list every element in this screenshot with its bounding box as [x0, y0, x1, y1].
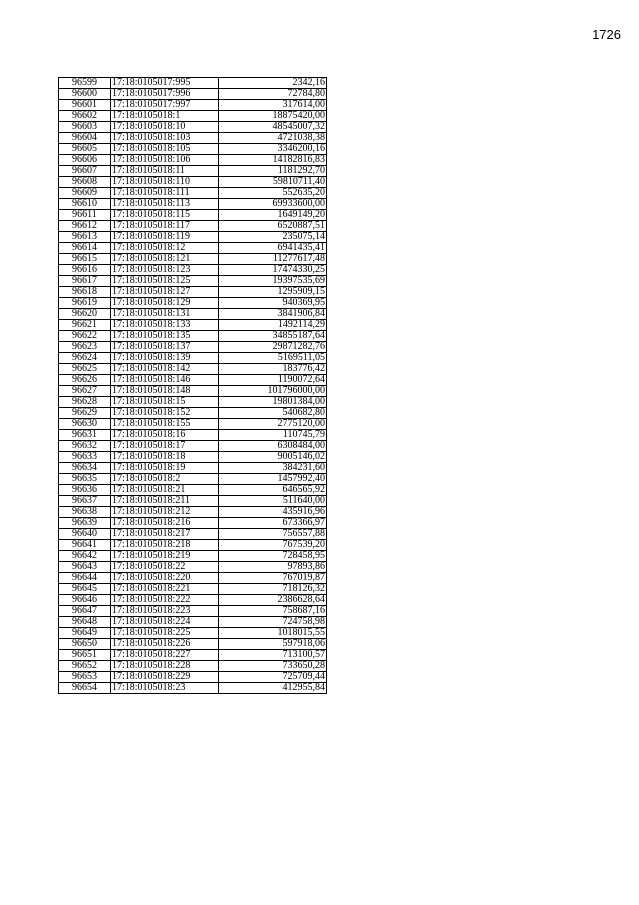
cadastral-number-cell: 17:18:0105018:225	[111, 628, 219, 639]
cadastral-number-cell: 17:18:0105018:227	[111, 650, 219, 661]
cadastral-number-cell: 17:18:0105018:2	[111, 474, 219, 485]
row-number-cell: 96647	[59, 606, 111, 617]
row-number-cell: 96638	[59, 507, 111, 518]
row-number-cell: 96628	[59, 397, 111, 408]
table-row	[59, 111, 327, 122]
row-number-cell: 96640	[59, 529, 111, 540]
row-number-cell: 96612	[59, 221, 111, 232]
cadastral-number-cell: 17:18:0105018:113	[111, 199, 219, 210]
row-number-cell: 96632	[59, 441, 111, 452]
cadastral-value-cell: 6308484,00	[219, 441, 327, 452]
cadastral-number-cell: 17:18:0105018:217	[111, 529, 219, 540]
row-number-cell: 96629	[59, 408, 111, 419]
cadastral-value-cell: 435916,96	[219, 507, 327, 518]
row-number-cell: 96613	[59, 232, 111, 243]
cadastral-value-cell: 384231,60	[219, 463, 327, 474]
cadastral-number-cell: 17:18:0105018:135	[111, 331, 219, 342]
row-number-cell: 96607	[59, 166, 111, 177]
table-row	[59, 463, 327, 474]
table-row	[59, 672, 327, 683]
row-number-cell: 96621	[59, 320, 111, 331]
row-number-cell: 96636	[59, 485, 111, 496]
cadastral-value-cell: 110745,79	[219, 430, 327, 441]
cadastral-value-cell: 758687,16	[219, 606, 327, 617]
cadastral-value-cell: 3841906,84	[219, 309, 327, 320]
row-number-cell: 96653	[59, 672, 111, 683]
cadastral-value-cell: 733650,28	[219, 661, 327, 672]
cadastral-value-cell: 728458,95	[219, 551, 327, 562]
cadastral-number-cell: 17:18:0105017:997	[111, 100, 219, 111]
row-number-cell: 96615	[59, 254, 111, 265]
cadastral-value-cell: 101796000,00	[219, 386, 327, 397]
row-number-cell: 96645	[59, 584, 111, 595]
row-number-cell: 96652	[59, 661, 111, 672]
cadastral-value-cell: 1492114,29	[219, 320, 327, 331]
cadastral-number-cell: 17:18:0105018:224	[111, 617, 219, 628]
table-row	[59, 243, 327, 254]
table-row	[59, 683, 327, 694]
cadastral-value-cell: 6941435,41	[219, 243, 327, 254]
cadastral-value-cell: 2342,16	[219, 78, 327, 89]
table-row	[59, 188, 327, 199]
table-row	[59, 177, 327, 188]
table-row	[59, 397, 327, 408]
table-row	[59, 353, 327, 364]
cadastral-number-cell: 17:18:0105018:228	[111, 661, 219, 672]
cadastral-number-cell: 17:18:0105018:222	[111, 595, 219, 606]
table-row	[59, 265, 327, 276]
row-number-cell: 96611	[59, 210, 111, 221]
cadastral-number-cell: 17:18:0105018:1	[111, 111, 219, 122]
row-number-cell: 96606	[59, 155, 111, 166]
cadastral-number-cell: 17:18:0105018:223	[111, 606, 219, 617]
cadastral-number-cell: 17:18:0105018:220	[111, 573, 219, 584]
table-row	[59, 254, 327, 265]
row-number-cell: 96618	[59, 287, 111, 298]
table-row	[59, 639, 327, 650]
row-number-cell: 96627	[59, 386, 111, 397]
table-row	[59, 540, 327, 551]
cadastral-value-cell: 69933600,00	[219, 199, 327, 210]
table-row	[59, 276, 327, 287]
cadastral-value-cell: 5169511,05	[219, 353, 327, 364]
cadastral-number-cell: 17:18:0105018:137	[111, 342, 219, 353]
cadastral-value-cell: 412955,84	[219, 683, 327, 694]
cadastral-number-cell: 17:18:0105018:212	[111, 507, 219, 518]
cadastral-value-cell: 4721038,38	[219, 133, 327, 144]
cadastral-value-cell: 724758,98	[219, 617, 327, 628]
cadastral-number-cell: 17:18:0105018:18	[111, 452, 219, 463]
cadastral-value-cell: 59810711,40	[219, 177, 327, 188]
cadastral-number-cell: 17:18:0105018:21	[111, 485, 219, 496]
row-number-cell: 96622	[59, 331, 111, 342]
cadastral-number-cell: 17:18:0105018:19	[111, 463, 219, 474]
cadastral-value-cell: 14182816,83	[219, 155, 327, 166]
row-number-cell: 96600	[59, 89, 111, 100]
table-row	[59, 628, 327, 639]
cadastral-number-cell: 17:18:0105018:211	[111, 496, 219, 507]
row-number-cell: 96602	[59, 111, 111, 122]
table-row	[59, 331, 327, 342]
row-number-cell: 96642	[59, 551, 111, 562]
table-row	[59, 375, 327, 386]
cadastral-number-cell: 17:18:0105018:216	[111, 518, 219, 529]
cadastral-value-cell: 540682,80	[219, 408, 327, 419]
cadastral-value-cell: 29871282,76	[219, 342, 327, 353]
table-row	[59, 122, 327, 133]
cadastral-value-cell: 18875420,00	[219, 111, 327, 122]
cadastral-value-cell: 713100,57	[219, 650, 327, 661]
table-row	[59, 210, 327, 221]
table-row	[59, 430, 327, 441]
row-number-cell: 96635	[59, 474, 111, 485]
cadastral-number-cell: 17:18:0105018:129	[111, 298, 219, 309]
row-number-cell: 96609	[59, 188, 111, 199]
table-row	[59, 232, 327, 243]
cadastral-number-cell: 17:18:0105018:131	[111, 309, 219, 320]
table-row	[59, 441, 327, 452]
cadastral-number-cell: 17:18:0105018:110	[111, 177, 219, 188]
row-number-cell: 96649	[59, 628, 111, 639]
row-number-cell: 96646	[59, 595, 111, 606]
cadastral-number-cell: 17:18:0105018:11	[111, 166, 219, 177]
row-number-cell: 96616	[59, 265, 111, 276]
table-row	[59, 573, 327, 584]
table-row	[59, 606, 327, 617]
cadastral-number-cell: 17:18:0105018:23	[111, 683, 219, 694]
table-row	[59, 155, 327, 166]
row-number-cell: 96605	[59, 144, 111, 155]
row-number-cell: 96630	[59, 419, 111, 430]
table-row	[59, 650, 327, 661]
cadastral-number-cell: 17:18:0105018:17	[111, 441, 219, 452]
cadastral-value-cell: 6520887,51	[219, 221, 327, 232]
cadastral-number-cell: 17:18:0105018:117	[111, 221, 219, 232]
cadastral-value-cell: 552635,20	[219, 188, 327, 199]
table-row	[59, 221, 327, 232]
table-row	[59, 342, 327, 353]
table-row	[59, 584, 327, 595]
row-number-cell: 96641	[59, 540, 111, 551]
cadastral-number-cell: 17:18:0105017:996	[111, 89, 219, 100]
cadastral-value-cell: 235075,14	[219, 232, 327, 243]
cadastral-value-cell: 72784,80	[219, 89, 327, 100]
cadastral-value-cell: 767539,20	[219, 540, 327, 551]
cadastral-number-cell: 17:18:0105018:123	[111, 265, 219, 276]
cadastral-value-cell: 97893,86	[219, 562, 327, 573]
cadastral-number-cell: 17:18:0105018:226	[111, 639, 219, 650]
cadastral-number-cell: 17:18:0105018:133	[111, 320, 219, 331]
cadastral-value-table	[58, 77, 327, 694]
table-row	[59, 408, 327, 419]
table-row	[59, 133, 327, 144]
cadastral-value-cell: 1457992,40	[219, 474, 327, 485]
table-row	[59, 485, 327, 496]
cadastral-number-cell: 17:18:0105018:125	[111, 276, 219, 287]
table-body	[59, 78, 327, 694]
cadastral-number-cell: 17:18:0105018:111	[111, 188, 219, 199]
row-number-cell: 96648	[59, 617, 111, 628]
row-number-cell: 96601	[59, 100, 111, 111]
row-number-cell: 96637	[59, 496, 111, 507]
table-row	[59, 386, 327, 397]
cadastral-number-cell: 17:18:0105017:995	[111, 78, 219, 89]
table-row	[59, 518, 327, 529]
row-number-cell: 96619	[59, 298, 111, 309]
cadastral-number-cell: 17:18:0105018:229	[111, 672, 219, 683]
cadastral-value-cell: 9005146,02	[219, 452, 327, 463]
row-number-cell: 96608	[59, 177, 111, 188]
row-number-cell: 96603	[59, 122, 111, 133]
cadastral-number-cell: 17:18:0105018:115	[111, 210, 219, 221]
cadastral-value-cell: 511640,00	[219, 496, 327, 507]
cadastral-number-cell: 17:18:0105018:152	[111, 408, 219, 419]
table-row	[59, 298, 327, 309]
table-row	[59, 309, 327, 320]
cadastral-value-cell: 718126,32	[219, 584, 327, 595]
table-row	[59, 529, 327, 540]
cadastral-number-cell: 17:18:0105018:12	[111, 243, 219, 254]
cadastral-value-cell: 183776,42	[219, 364, 327, 375]
cadastral-number-cell: 17:18:0105018:106	[111, 155, 219, 166]
cadastral-number-cell: 17:18:0105018:16	[111, 430, 219, 441]
table-row	[59, 166, 327, 177]
table-row	[59, 661, 327, 672]
cadastral-number-cell: 17:18:0105018:103	[111, 133, 219, 144]
row-number-cell: 96604	[59, 133, 111, 144]
row-number-cell: 96599	[59, 78, 111, 89]
table-row	[59, 507, 327, 518]
cadastral-number-cell: 17:18:0105018:15	[111, 397, 219, 408]
cadastral-value-cell: 11277617,48	[219, 254, 327, 265]
cadastral-value-cell: 3346200,16	[219, 144, 327, 155]
table-row	[59, 287, 327, 298]
table-row	[59, 562, 327, 573]
cadastral-number-cell: 17:18:0105018:105	[111, 144, 219, 155]
row-number-cell: 96617	[59, 276, 111, 287]
cadastral-value-cell: 2775120,00	[219, 419, 327, 430]
table-row	[59, 364, 327, 375]
cadastral-number-cell: 17:18:0105018:221	[111, 584, 219, 595]
cadastral-number-cell: 17:18:0105018:155	[111, 419, 219, 430]
page-number: 1726	[592, 27, 621, 42]
cadastral-value-cell: 1181292,70	[219, 166, 327, 177]
cadastral-number-cell: 17:18:0105018:219	[111, 551, 219, 562]
cadastral-value-cell: 725709,44	[219, 672, 327, 683]
table-row	[59, 199, 327, 210]
cadastral-value-cell: 597918,06	[219, 639, 327, 650]
cadastral-value-cell: 646565,92	[219, 485, 327, 496]
cadastral-value-cell: 940369,95	[219, 298, 327, 309]
table-row	[59, 617, 327, 628]
cadastral-value-cell: 1190072,64	[219, 375, 327, 386]
cadastral-number-cell: 17:18:0105018:127	[111, 287, 219, 298]
row-number-cell: 96633	[59, 452, 111, 463]
cadastral-value-cell: 1018015,55	[219, 628, 327, 639]
cadastral-value-cell: 34855187,64	[219, 331, 327, 342]
row-number-cell: 96639	[59, 518, 111, 529]
table-row	[59, 595, 327, 606]
cadastral-number-cell: 17:18:0105018:142	[111, 364, 219, 375]
table-row	[59, 89, 327, 100]
cadastral-number-cell: 17:18:0105018:22	[111, 562, 219, 573]
cadastral-value-cell: 48545007,32	[219, 122, 327, 133]
row-number-cell: 96643	[59, 562, 111, 573]
cadastral-number-cell: 17:18:0105018:148	[111, 386, 219, 397]
row-number-cell: 96610	[59, 199, 111, 210]
row-number-cell: 96625	[59, 364, 111, 375]
row-number-cell: 96623	[59, 342, 111, 353]
row-number-cell: 96626	[59, 375, 111, 386]
table-row	[59, 144, 327, 155]
row-number-cell: 96654	[59, 683, 111, 694]
table-row	[59, 496, 327, 507]
table-row	[59, 320, 327, 331]
cadastral-number-cell: 17:18:0105018:146	[111, 375, 219, 386]
cadastral-value-cell: 767019,87	[219, 573, 327, 584]
cadastral-number-cell: 17:18:0105018:218	[111, 540, 219, 551]
cadastral-value-cell: 19397535,69	[219, 276, 327, 287]
cadastral-number-cell: 17:18:0105018:119	[111, 232, 219, 243]
cadastral-value-cell: 1295909,15	[219, 287, 327, 298]
row-number-cell: 96634	[59, 463, 111, 474]
cadastral-value-cell: 317614,00	[219, 100, 327, 111]
row-number-cell: 96624	[59, 353, 111, 364]
table-row	[59, 551, 327, 562]
row-number-cell: 96644	[59, 573, 111, 584]
cadastral-value-cell: 756557,88	[219, 529, 327, 540]
row-number-cell: 96650	[59, 639, 111, 650]
table-row	[59, 419, 327, 430]
row-number-cell: 96651	[59, 650, 111, 661]
cadastral-number-cell: 17:18:0105018:10	[111, 122, 219, 133]
row-number-cell: 96631	[59, 430, 111, 441]
table-row	[59, 100, 327, 111]
cadastral-value-cell: 1649149,20	[219, 210, 327, 221]
table-row	[59, 452, 327, 463]
row-number-cell: 96614	[59, 243, 111, 254]
table-row	[59, 78, 327, 89]
cadastral-value-cell: 19801384,00	[219, 397, 327, 408]
table-row	[59, 474, 327, 485]
cadastral-number-cell: 17:18:0105018:139	[111, 353, 219, 364]
cadastral-number-cell: 17:18:0105018:121	[111, 254, 219, 265]
row-number-cell: 96620	[59, 309, 111, 320]
cadastral-value-cell: 2386628,64	[219, 595, 327, 606]
cadastral-value-cell: 673366,97	[219, 518, 327, 529]
cadastral-value-cell: 17474330,25	[219, 265, 327, 276]
